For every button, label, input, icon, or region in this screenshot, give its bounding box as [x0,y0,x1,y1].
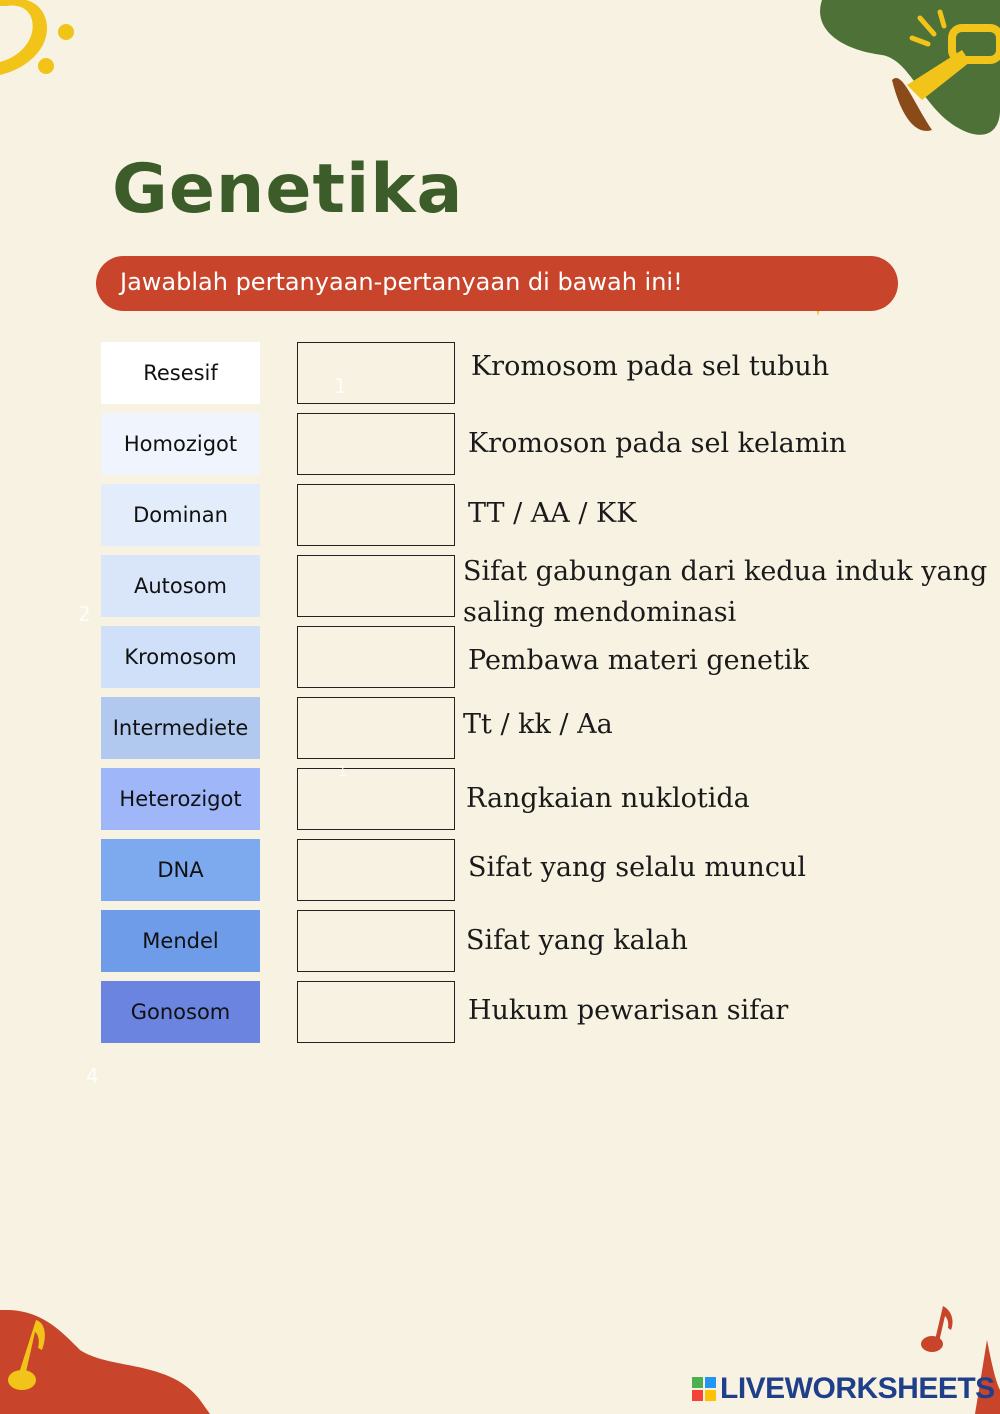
answer-drop-box[interactable] [297,768,455,830]
description-text: Rangkaian nuklotida [466,783,750,814]
answer-drop-box[interactable] [297,484,455,546]
instruction-text: Jawablah pertanyaan-pertanyaan di bawah ini! [120,268,683,296]
term-tile[interactable]: Intermediete [101,697,260,759]
term-tile[interactable]: Gonosom [101,981,260,1043]
brand-name: LIVEWORKSHEETS [720,1372,995,1405]
description-text: Kromosom pada sel tubuh [471,351,830,382]
faint-number-mark: 1 [334,374,347,398]
answer-drop-box[interactable] [297,839,455,901]
faint-number-mark: 1 [338,764,347,780]
term-tile[interactable]: Kromosom [101,626,260,688]
term-tile[interactable]: DNA [101,839,260,901]
answer-drop-box[interactable] [297,697,455,759]
trumpet-decoration [812,0,1000,140]
term-tile[interactable]: Heterozigot [101,768,260,830]
term-tile[interactable]: Autosom [101,555,260,617]
answer-drop-box[interactable] [297,981,455,1043]
description-text: Sifat yang kalah [466,925,688,956]
description-text: Kromoson pada sel kelamin [468,428,847,459]
term-tile[interactable]: Resesif [101,342,260,404]
faint-number-mark: 4 [86,1064,99,1088]
description-text: Pembawa materi genetik [468,645,809,676]
description-text: TT / AA / KK [468,498,637,529]
answer-drop-box[interactable] [297,910,455,972]
term-tile[interactable]: Dominan [101,484,260,546]
answer-drop-box[interactable] [297,413,455,475]
liveworksheets-logo [692,1371,995,1407]
answer-drop-box[interactable] [297,626,455,688]
answer-drop-box[interactable] [297,342,455,404]
instruction-banner [96,256,898,311]
music-note-decoration [0,1310,210,1414]
description-text: Tt / kk / Aa [463,709,613,740]
term-tile[interactable]: Homozigot [101,413,260,475]
answer-drop-box[interactable] [297,555,455,617]
description-text: Sifat gabungan dari kedua induk yang [463,556,988,587]
term-tile[interactable]: Mendel [101,910,260,972]
liveworksheets-logo-icon [692,1377,716,1401]
description-text: Hukum pewarisan sifar [468,995,789,1026]
faint-number-mark: 2 [78,602,91,626]
page-title: Genetika [112,150,464,229]
bass-clef-decoration [0,0,90,90]
description-text: saling mendominasi [463,597,737,628]
description-text: Sifat yang selalu muncul [468,852,806,883]
